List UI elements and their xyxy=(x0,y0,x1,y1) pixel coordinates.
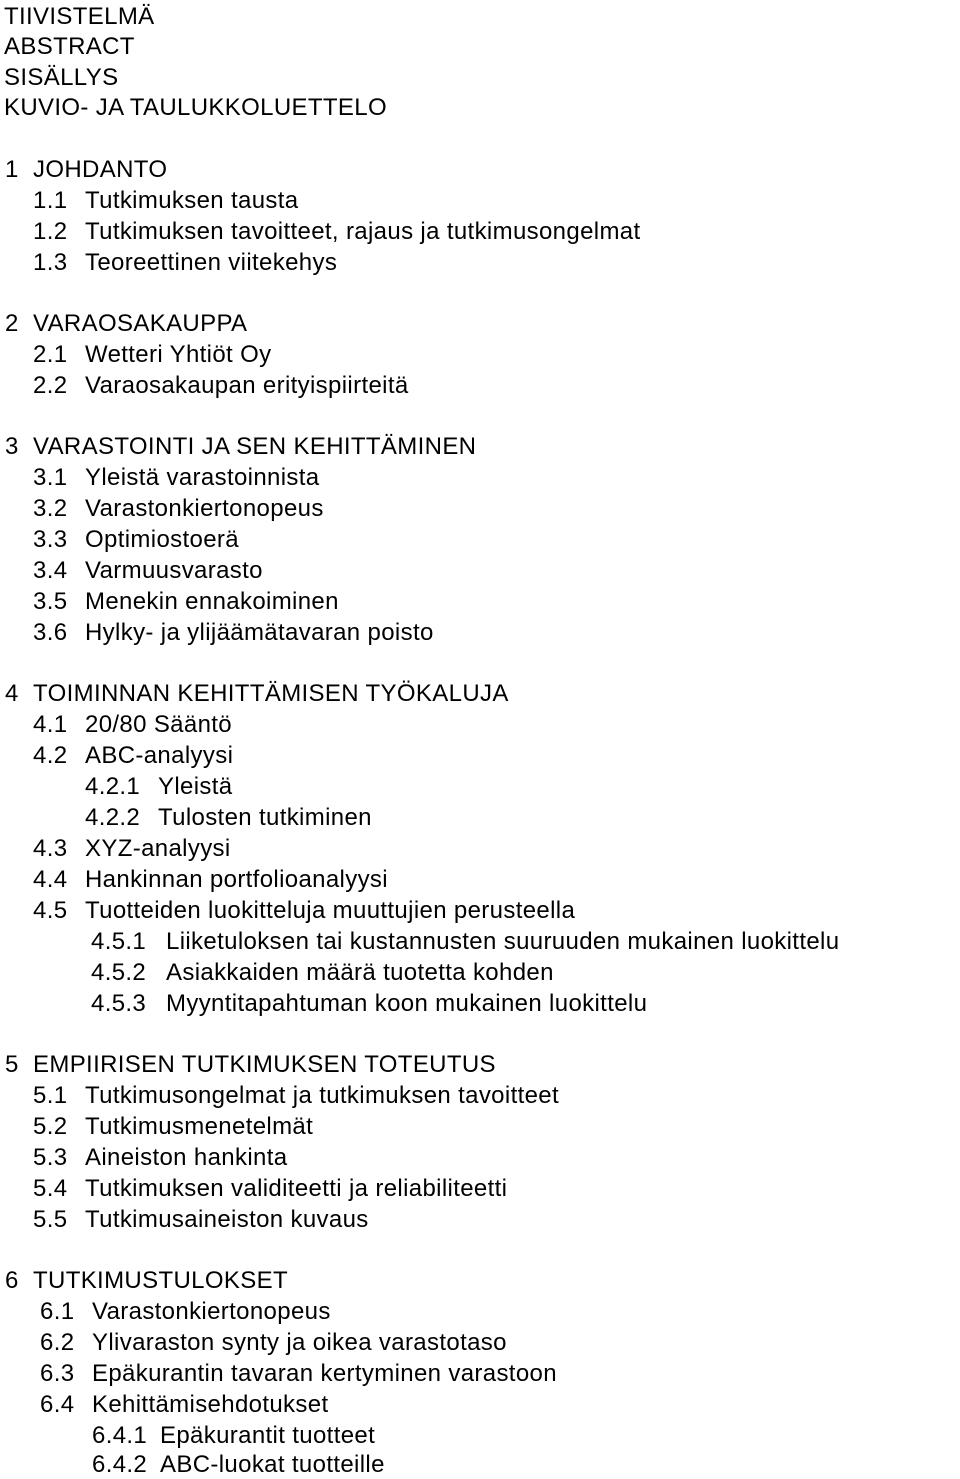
toc-number: 3.5 xyxy=(33,588,68,615)
toc-number: 2.1 xyxy=(33,341,68,368)
toc-title: VARAOSAKAUPPA xyxy=(33,310,248,337)
toc-number: 4.2 xyxy=(33,742,68,769)
toc-number: 6.3 xyxy=(40,1360,75,1387)
toc-number: 4.5 xyxy=(33,897,68,924)
toc-number: 6.4.2 xyxy=(92,1451,148,1478)
toc-number: 5.1 xyxy=(33,1082,68,1109)
toc-number: 3.4 xyxy=(33,557,68,584)
toc-title: Tulosten tutkiminen xyxy=(158,804,372,831)
toc-number: 4.2.1 xyxy=(85,773,141,800)
toc-title: JOHDANTO xyxy=(33,156,168,183)
toc-number: 6.1 xyxy=(40,1298,75,1325)
toc-title: Epäkurantit tuotteet xyxy=(160,1422,376,1449)
toc-number: 2.2 xyxy=(33,372,68,399)
toc-number: 5 xyxy=(5,1051,19,1078)
toc-title: Varmuusvarasto xyxy=(85,557,263,584)
toc-number: 6.4.1 xyxy=(92,1422,148,1449)
toc-title: Hankinnan portfolioanalyysi xyxy=(85,866,388,893)
front-matter-abstract: ABSTRACT xyxy=(4,33,135,60)
toc-number: 4.3 xyxy=(33,835,68,862)
toc-number: 1.1 xyxy=(33,187,68,214)
toc-title: Tutkimuksen validiteetti ja reliabiliteetti xyxy=(85,1175,508,1202)
toc-title: Wetteri Yhtiöt Oy xyxy=(85,341,272,368)
toc-number: 1.3 xyxy=(33,249,68,276)
toc-number: 5.2 xyxy=(33,1113,68,1140)
toc-number: 3 xyxy=(5,433,19,460)
front-matter-tiivistelma: TIIVISTELMÄ xyxy=(4,3,155,30)
toc-number: 1 xyxy=(5,156,19,183)
toc-title: Asiakkaiden määrä tuotetta kohden xyxy=(166,959,554,986)
toc-title: Ylivaraston synty ja oikea varastotaso xyxy=(92,1329,507,1356)
toc-number: 2 xyxy=(5,310,19,337)
toc-title: EMPIIRISEN TUTKIMUKSEN TOTEUTUS xyxy=(33,1051,496,1078)
toc-number: 3.3 xyxy=(33,526,68,553)
toc-title: TOIMINNAN KEHITTÄMISEN TYÖKALUJA xyxy=(33,680,509,707)
toc-number: 5.4 xyxy=(33,1175,68,1202)
toc-title: Tuotteiden luokitteluja muuttujien perusteella xyxy=(85,897,576,924)
toc-number: 4.4 xyxy=(33,866,68,893)
toc-title: Varastonkiertonopeus xyxy=(85,495,324,522)
toc-number: 1.2 xyxy=(33,218,68,245)
toc-number: 4.5.3 xyxy=(91,990,147,1017)
toc-title: Menekin ennakoiminen xyxy=(85,588,339,615)
front-matter-kuvioluettelo: KUVIO- JA TAULUKKOLUETTELO xyxy=(4,94,387,121)
toc-number: 4.5.1 xyxy=(91,928,147,955)
toc-title: Tutkimusongelmat ja tutkimuksen tavoitteet xyxy=(85,1082,560,1109)
toc-title: Yleistä xyxy=(158,773,233,800)
toc-number: 6.2 xyxy=(40,1329,75,1356)
toc-number: 3.1 xyxy=(33,464,68,491)
toc-number: 4 xyxy=(5,680,19,707)
toc-title: ABC-luokat tuotteille xyxy=(160,1451,385,1478)
toc-title: TUTKIMUSTULOKSET xyxy=(33,1267,288,1294)
toc-title: Kehittämisehdotukset xyxy=(92,1391,329,1418)
toc-number: 5.5 xyxy=(33,1206,68,1233)
toc-title: Tutkimuksen tavoitteet, rajaus ja tutkimusongelmat xyxy=(85,218,641,245)
toc-title: ABC-analyysi xyxy=(85,742,234,769)
toc-number: 3.2 xyxy=(33,495,68,522)
toc-number: 3.6 xyxy=(33,619,68,646)
toc-number: 5.3 xyxy=(33,1144,68,1171)
toc-number: 4.5.2 xyxy=(91,959,147,986)
toc-title: VARASTOINTI JA SEN KEHITTÄMINEN xyxy=(33,433,477,460)
toc-number: 6.4 xyxy=(40,1391,75,1418)
toc-title: Varaosakaupan erityispiirteitä xyxy=(85,372,409,399)
toc-title: Hylky- ja ylijäämätavaran poisto xyxy=(85,619,434,646)
toc-title: Aineiston hankinta xyxy=(85,1144,288,1171)
toc-title: Epäkurantin tavaran kertyminen varastoon xyxy=(92,1360,557,1387)
toc-title: Tutkimuksen tausta xyxy=(85,187,299,214)
toc-number: 6 xyxy=(5,1267,19,1294)
toc-title: Yleistä varastoinnista xyxy=(85,464,320,491)
toc-title: XYZ-analyysi xyxy=(85,835,231,862)
toc-title: 20/80 Sääntö xyxy=(85,711,232,738)
toc-title: Tutkimusmenetelmät xyxy=(85,1113,314,1140)
toc-title: Optimiostoerä xyxy=(85,526,239,553)
toc-title: Liiketuloksen tai kustannusten suuruuden mukainen luokittelu xyxy=(166,928,840,955)
toc-title: Myyntitapahtuman koon mukainen luokittelu xyxy=(166,990,648,1017)
toc-title: Varastonkiertonopeus xyxy=(92,1298,331,1325)
toc-title: Teoreettinen viitekehys xyxy=(85,249,338,276)
toc-number: 4.1 xyxy=(33,711,68,738)
toc-number: 4.2.2 xyxy=(85,804,141,831)
toc-title: Tutkimusaineiston kuvaus xyxy=(85,1206,369,1233)
front-matter-sisallys: SISÄLLYS xyxy=(4,64,119,91)
